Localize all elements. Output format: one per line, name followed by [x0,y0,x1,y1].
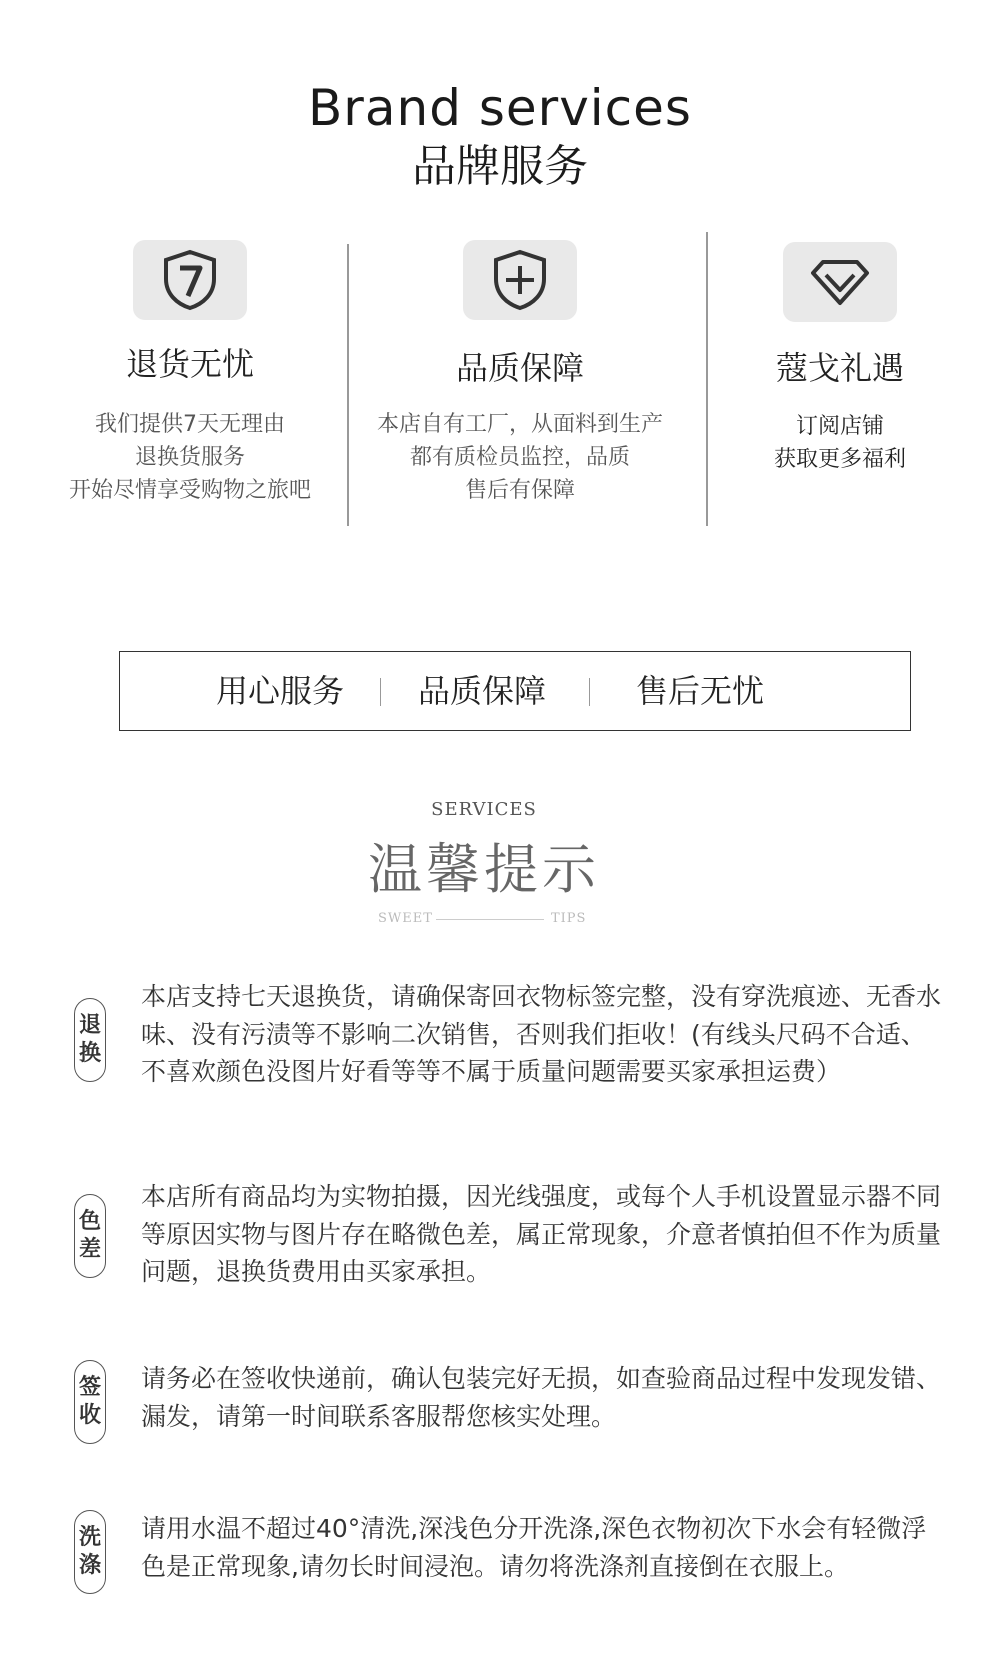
diamond-icon [809,257,871,307]
service-perks [720,240,960,476]
tip-text: 请用水温不超过40°清洗,深浅色分开洗涤,深色衣物初次下水会有轻微浮色是正常现象,请勿长时间浸泡。请勿将洗涤剂直接倒在衣服上。 [141,1514,927,1581]
service-name: 退货无忧 [125,345,254,383]
tip-badge: 洗 涤 [74,1510,106,1594]
tip-badge: 色 差 [74,1194,106,1278]
tips-header-left: SWEET [378,911,433,926]
service-name: 品质保障 [455,349,584,387]
service-desc: 我们提供7天无理由 退换货服务 开始尽情享受购物之旅吧 [68,412,311,503]
shield-seven-icon [162,249,218,311]
icon-box [783,242,897,322]
column-divider [347,244,349,526]
strip-item: 售后无忧 [635,672,764,710]
tip-badge: 退 换 [74,998,106,1082]
tips-header-cn: 温馨提示 [368,838,600,901]
strip-item: 品质保障 [417,672,546,710]
strip-item: 用心服务 [215,672,344,710]
shield-plus-icon [492,249,548,311]
tips-header-right: TIPS [551,911,587,926]
icon-box [463,240,577,320]
tip-text: 请务必在签收快递前，确认包装完好无损，如查验商品过程中发现发错、漏发，请第一时间联系客服帮您核实处理。 [141,1364,942,1431]
tips-header-line [436,919,544,920]
tips-header-en: SERVICES [431,799,537,820]
service-return [45,240,335,507]
brand-title-cn: 品牌服务 [412,141,588,192]
service-strip [119,651,911,731]
column-divider [706,232,708,526]
brand-title-en: Brand services [308,79,692,137]
service-desc: 订阅店铺 获取更多福利 [773,414,906,472]
tip-text: 本店所有商品均为实物拍摄，因光线强度，或每个人手机设置显示器不同等原因实物与图片存在略微色差，属正常现象，介意者慎拍但不作为质量问题，退换货费用由买家承担。 [141,1182,942,1286]
tip-text: 本店支持七天退换货，请确保寄回衣物标签完整，没有穿洗痕迹、无香水味、没有污渍等不影响二次销售，否则我们拒收！(有线头尺码不合适、不喜欢颜色没图片好看等等不属于质量问题需要买家承担运费） [141,982,942,1086]
service-quality [355,240,685,507]
strip-separator [380,678,381,706]
service-desc: 本店自有工厂，从面料到生产 都有质检员监控，品质 售后有保障 [376,412,663,503]
icon-box [133,240,247,320]
strip-separator [589,678,590,706]
service-name: 蔻戈礼遇 [775,349,904,387]
tip-badge: 签 收 [74,1360,106,1444]
